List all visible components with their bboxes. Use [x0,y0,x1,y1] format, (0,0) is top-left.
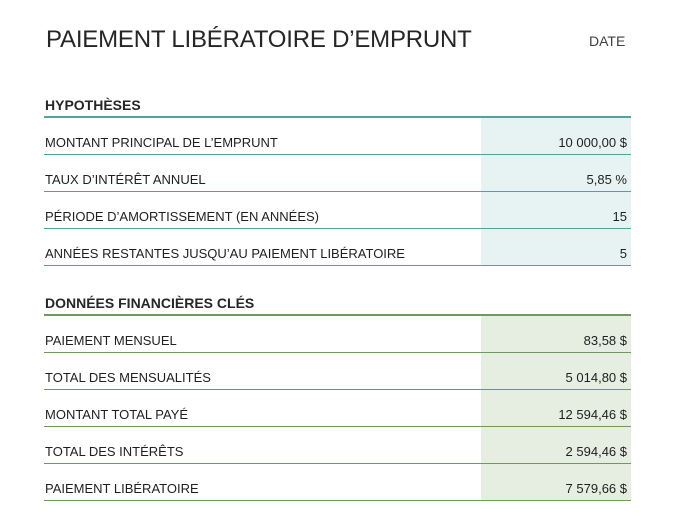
key-financials-section [44,294,631,501]
total-payments-cell[interactable]: 5 014,80 $ [481,353,631,389]
annual-rate-cell[interactable]: 5,85 % [481,155,631,191]
hypotheses-heading: HYPOTHÈSES [44,96,631,118]
years-remaining-cell[interactable]: 5 [481,229,631,265]
table-row [44,427,631,464]
hypotheses-section [44,96,631,266]
table-row [44,229,631,266]
annual-rate-label: TAUX D’INTÉRÊT ANNUEL [45,172,206,187]
total-interest-label: TOTAL DES INTÉRÊTS [45,444,184,459]
table-row [44,155,631,192]
amortization-period-label: PÉRIODE D’AMORTISSEMENT (EN ANNÉES) [45,209,320,224]
key-financials-heading: DONNÉES FINANCIÈRES CLÉS [44,294,631,316]
loan-principal-label: MONTANT PRINCIPAL DE L’EMPRUNT [45,135,278,150]
table-row [44,118,631,155]
monthly-payment-label: PAIEMENT MENSUEL [45,333,177,348]
date-label[interactable]: DATE [589,33,626,49]
amortization-period-cell[interactable]: 15 [481,192,631,228]
total-paid-cell[interactable]: 12 594,46 $ [481,390,631,426]
total-paid-label: MONTANT TOTAL PAYÉ [45,407,189,422]
table-row [44,192,631,229]
total-payments-label: TOTAL DES MENSUALITÉS [45,370,211,385]
table-row [44,316,631,353]
monthly-payment-cell[interactable]: 83,58 $ [481,316,631,352]
loan-principal-cell[interactable]: 10 000,00 $ [481,118,631,154]
table-row [44,464,631,501]
table-row [44,390,631,427]
total-interest-cell[interactable]: 2 594,46 $ [481,427,631,463]
payoff-payment-label: PAIEMENT LIBÉRATOIRE [45,481,199,496]
page-title: PAIEMENT LIBÉRATOIRE D’EMPRUNT [46,26,472,53]
table-row [44,353,631,390]
years-remaining-label: ANNÉES RESTANTES JUSQU’AU PAIEMENT LIBÉRATOIRE [45,246,405,261]
payoff-payment-cell[interactable]: 7 579,66 $ [481,464,631,500]
